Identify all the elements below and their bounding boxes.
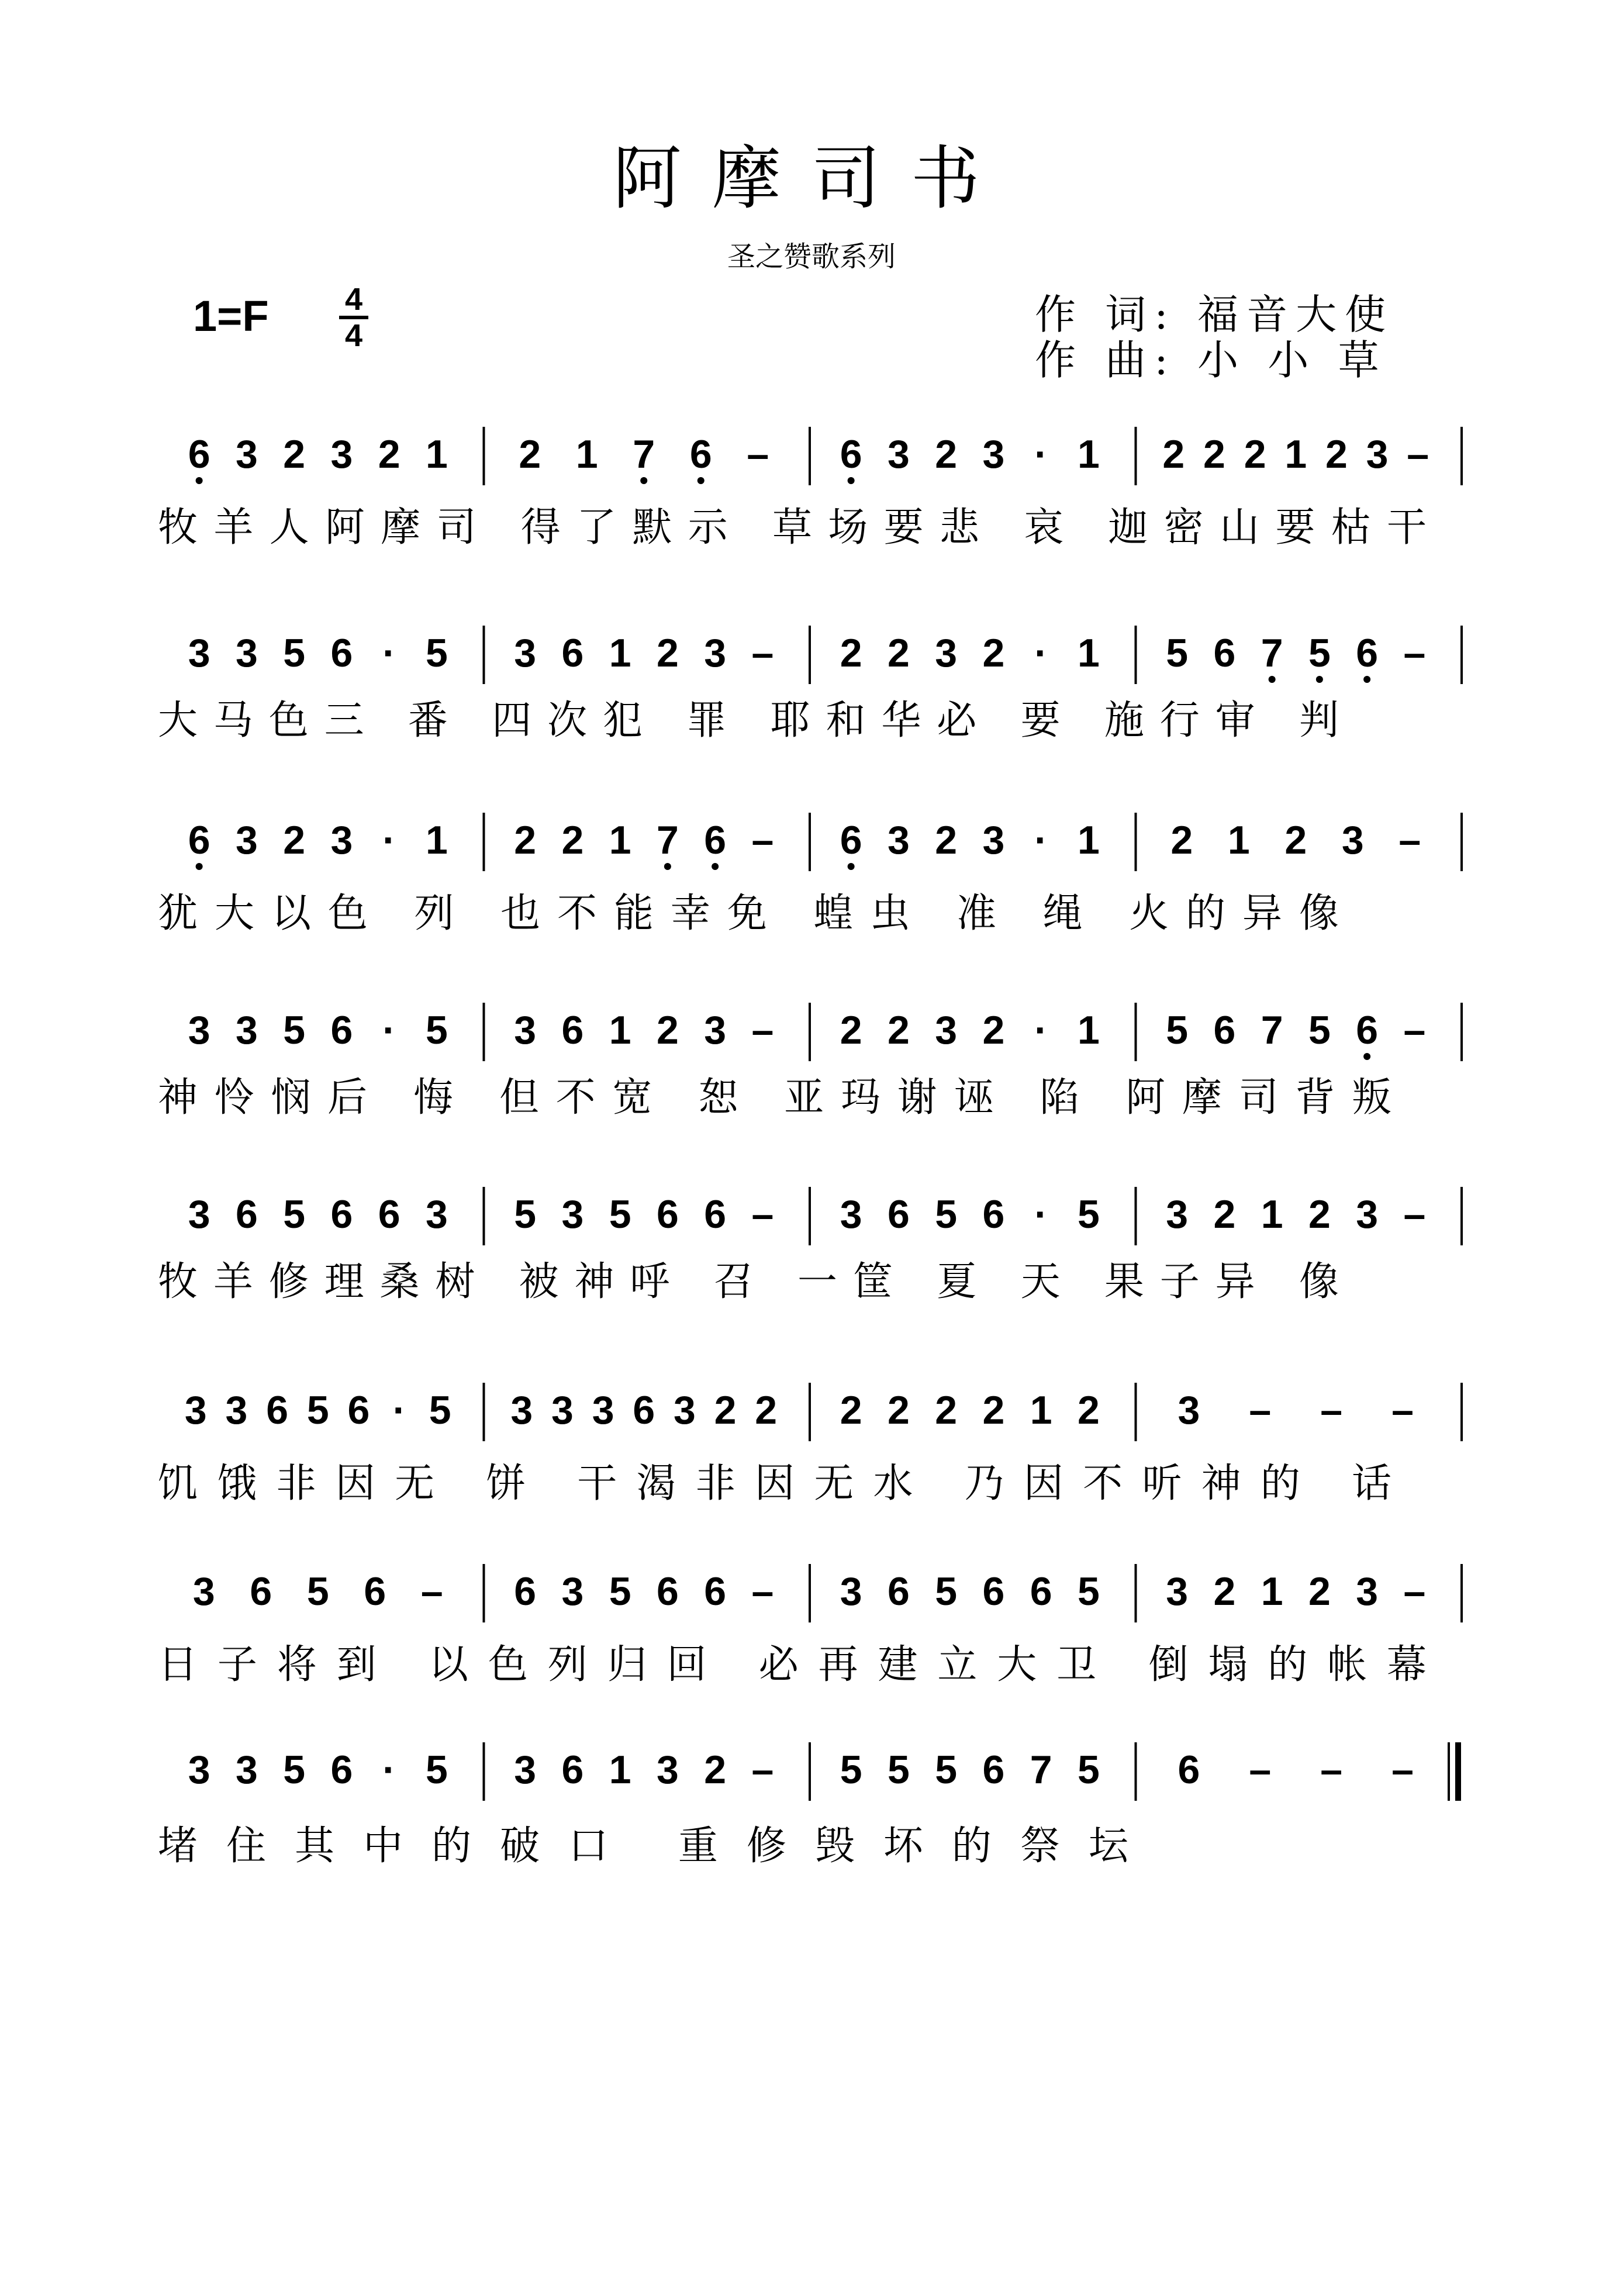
note-glyph: 3: [561, 1569, 584, 1614]
note-glyph: 3: [425, 1192, 448, 1237]
note-glyph: 7: [656, 818, 679, 862]
note-glyph: 6: [188, 432, 210, 477]
note-glyph: 3: [184, 1388, 207, 1432]
note-glyph: 6: [982, 1569, 1005, 1614]
note-glyph: 2: [982, 631, 1005, 675]
note-glyph: –: [751, 1008, 774, 1052]
note-glyph: 3: [1166, 1192, 1189, 1237]
note-glyph: –: [1320, 1748, 1343, 1792]
note-glyph: 5: [1166, 1008, 1189, 1052]
note-glyph: 3: [514, 631, 537, 675]
note-glyph: –: [1391, 1748, 1414, 1792]
note-glyph: 1: [1077, 818, 1100, 862]
note-glyph: 2: [887, 1008, 910, 1052]
note-glyph: 5: [609, 1569, 631, 1614]
note-glyph: 3: [235, 432, 258, 477]
note-glyph: 6: [514, 1569, 537, 1614]
lyric-line: 饥饿非因无 饼 干渴非因无水 乃因不听神的 话: [158, 1461, 1391, 1507]
note-glyph: 3: [704, 1008, 727, 1052]
note-glyph: ·: [382, 1008, 396, 1052]
note-glyph: 5: [425, 1748, 448, 1792]
note-glyph: –: [747, 432, 769, 477]
low-octave-dot: [697, 477, 705, 484]
note-glyph: –: [1249, 1388, 1272, 1432]
note-glyph: 5: [1077, 1569, 1100, 1614]
note-glyph: 6: [1356, 1008, 1379, 1052]
note-glyph: –: [1403, 1569, 1426, 1614]
note-glyph: 3: [1177, 1388, 1200, 1432]
note-glyph: 6: [1213, 631, 1236, 675]
note-glyph: 2: [514, 818, 537, 862]
note-glyph: –: [1320, 1388, 1343, 1432]
note-glyph: ·: [1034, 432, 1048, 477]
note-glyph: 1: [609, 1748, 631, 1792]
note-glyph: 2: [935, 1388, 958, 1432]
note-glyph: 6: [235, 1192, 258, 1237]
note-glyph: 2: [755, 1388, 778, 1432]
note-glyph: 6: [633, 1388, 655, 1432]
note-glyph: 6: [887, 1569, 910, 1614]
note-glyph: 3: [673, 1388, 696, 1432]
note-glyph: 7: [1030, 1748, 1052, 1792]
low-octave-dot: [1269, 676, 1276, 683]
note-glyph: 6: [704, 1569, 727, 1614]
note-glyph: 2: [704, 1748, 727, 1792]
note-glyph: 3: [514, 1008, 537, 1052]
note-glyph: 3: [235, 1008, 258, 1052]
note-glyph: 2: [1284, 818, 1307, 862]
note-glyph: 6: [561, 1748, 584, 1792]
low-octave-dot: [1363, 676, 1370, 683]
note-glyph: 2: [887, 1388, 910, 1432]
lyric-line: 牧羊人阿摩司 得了默示 草场要悲 哀 迦密山要枯干: [158, 505, 1427, 551]
note-glyph: 2: [982, 1388, 1005, 1432]
note-glyph: 5: [609, 1192, 631, 1237]
note-glyph: 1: [609, 818, 631, 862]
note-glyph: 3: [330, 432, 353, 477]
note-glyph: 6: [656, 1569, 679, 1614]
note-glyph: 3: [887, 432, 910, 477]
note-glyph: ·: [1034, 818, 1048, 862]
note-glyph: 5: [283, 1748, 306, 1792]
note-glyph: 3: [188, 1192, 210, 1237]
note-glyph: 6: [561, 631, 584, 675]
note-glyph: ·: [392, 1388, 406, 1432]
note-glyph: 2: [283, 432, 306, 477]
note-glyph: 5: [887, 1748, 910, 1792]
composer-credit: 作 曲: 小 小 草: [1035, 336, 1387, 384]
low-octave-dot: [848, 863, 855, 870]
note-glyph: 3: [1166, 1569, 1189, 1614]
note-glyph: –: [420, 1569, 443, 1614]
note-glyph: 2: [840, 1008, 862, 1052]
note-glyph: –: [1403, 1192, 1426, 1237]
note-glyph: 2: [1325, 432, 1348, 477]
note-glyph: 6: [656, 1192, 679, 1237]
note-glyph: 6: [1213, 1008, 1236, 1052]
note-glyph: 3: [1366, 432, 1389, 477]
note-glyph: ·: [382, 1748, 396, 1792]
note-glyph: 6: [704, 818, 727, 862]
note-glyph: 1: [425, 432, 448, 477]
note-glyph: 1: [425, 818, 448, 862]
note-glyph: 6: [1356, 631, 1379, 675]
note-glyph: 6: [704, 1192, 727, 1237]
series-subtitle: 圣之赞歌系列: [727, 240, 896, 273]
low-octave-dot: [196, 477, 203, 484]
note-glyph: 3: [704, 631, 727, 675]
note-glyph: 3: [188, 1748, 210, 1792]
note-glyph: 2: [840, 1388, 862, 1432]
note-glyph: 7: [1261, 631, 1283, 675]
lyric-line: 神怜悯后 悔 但不宽 恕 亚玛谢诬 陷 阿摩司背叛: [158, 1075, 1391, 1121]
note-glyph: 3: [188, 631, 210, 675]
note-glyph: 1: [1077, 432, 1100, 477]
note-glyph: 5: [306, 1388, 329, 1432]
note-glyph: 2: [1170, 818, 1193, 862]
note-glyph: 1: [609, 631, 631, 675]
note-glyph: 3: [235, 818, 258, 862]
note-glyph: 7: [633, 432, 655, 477]
note-glyph: 2: [1213, 1192, 1236, 1237]
note-glyph: 6: [561, 1008, 584, 1052]
note-glyph: 1: [1077, 631, 1100, 675]
note-glyph: 6: [330, 631, 353, 675]
note-glyph: ·: [1034, 1192, 1048, 1237]
note-glyph: 2: [283, 818, 306, 862]
note-glyph: 5: [514, 1192, 537, 1237]
note-glyph: 3: [225, 1388, 248, 1432]
lyric-line: 大马色三 番 四次犯 罪 耶和华必 要 施行审 判: [158, 698, 1339, 744]
note-glyph: 6: [188, 818, 210, 862]
lyric-line: 堵住其中的破口 重修毁坏的祭坛: [158, 1823, 1128, 1869]
note-glyph: 6: [1177, 1748, 1200, 1792]
note-glyph: 2: [561, 818, 584, 862]
note-glyph: 5: [1308, 631, 1331, 675]
note-glyph: 6: [378, 1192, 400, 1237]
note-glyph: 2: [840, 631, 862, 675]
note-glyph: 3: [840, 1192, 862, 1237]
lyric-line: 日子将到 以色列归回 必再建立大卫 倒塌的帐幕: [158, 1642, 1427, 1688]
note-glyph: 7: [1261, 1008, 1283, 1052]
note-glyph: 2: [935, 432, 958, 477]
time-signature-bottom: 4: [344, 318, 363, 353]
note-glyph: 6: [840, 432, 862, 477]
note-glyph: ·: [382, 818, 396, 862]
note-glyph: 5: [429, 1388, 451, 1432]
note-glyph: 6: [364, 1569, 386, 1614]
note-glyph: –: [1391, 1388, 1414, 1432]
note-glyph: 2: [982, 1008, 1005, 1052]
note-glyph: 6: [982, 1192, 1005, 1237]
note-glyph: 5: [306, 1569, 329, 1614]
note-glyph: 2: [656, 1008, 679, 1052]
note-glyph: 3: [887, 818, 910, 862]
note-glyph: 2: [887, 631, 910, 675]
note-glyph: 5: [840, 1748, 862, 1792]
song-title: 阿摩司书: [612, 138, 1010, 219]
note-glyph: –: [751, 631, 774, 675]
note-glyph: –: [1249, 1748, 1272, 1792]
note-glyph: 1: [1227, 818, 1250, 862]
note-glyph: 3: [982, 432, 1005, 477]
lyric-line: 牧羊修理桑树 被神呼 召 一筐 夏 天 果子异 像: [158, 1259, 1339, 1305]
note-glyph: 2: [1308, 1192, 1331, 1237]
note-glyph: 1: [1261, 1192, 1283, 1237]
note-glyph: 6: [266, 1388, 289, 1432]
note-glyph: 2: [1213, 1569, 1236, 1614]
low-octave-dot: [848, 477, 855, 484]
note-glyph: 5: [935, 1748, 958, 1792]
note-glyph: 2: [1308, 1569, 1331, 1614]
time-signature-top: 4: [344, 282, 363, 317]
note-glyph: –: [1403, 631, 1426, 675]
note-glyph: 6: [330, 1008, 353, 1052]
note-glyph: 2: [714, 1388, 737, 1432]
low-octave-dot: [196, 863, 203, 870]
note-glyph: –: [751, 1748, 774, 1792]
note-glyph: 6: [887, 1192, 910, 1237]
low-octave-dot: [712, 863, 719, 870]
note-glyph: 1: [1077, 1008, 1100, 1052]
note-glyph: –: [1403, 1008, 1426, 1052]
note-glyph: 3: [656, 1748, 679, 1792]
note-glyph: 3: [551, 1388, 574, 1432]
key-signature: 1=F: [193, 292, 269, 340]
note-glyph: 5: [935, 1569, 958, 1614]
note-glyph: 6: [1030, 1569, 1052, 1614]
note-glyph: 6: [250, 1569, 272, 1614]
note-glyph: 3: [192, 1569, 215, 1614]
note-glyph: 2: [1077, 1388, 1100, 1432]
note-glyph: 5: [1308, 1008, 1331, 1052]
low-octave-dot: [1363, 1053, 1370, 1060]
note-glyph: 1: [1284, 432, 1307, 477]
note-glyph: 3: [840, 1569, 862, 1614]
note-glyph: 3: [330, 818, 353, 862]
note-glyph: 6: [689, 432, 712, 477]
note-glyph: 3: [1341, 818, 1364, 862]
note-glyph: 3: [935, 1008, 958, 1052]
note-glyph: –: [751, 1192, 774, 1237]
note-glyph: 3: [514, 1748, 537, 1792]
note-glyph: 1: [575, 432, 598, 477]
note-glyph: 5: [283, 1008, 306, 1052]
note-glyph: 3: [235, 631, 258, 675]
note-glyph: 2: [656, 631, 679, 675]
note-glyph: 3: [510, 1388, 533, 1432]
note-glyph: 5: [935, 1192, 958, 1237]
note-glyph: 3: [1356, 1192, 1379, 1237]
note-glyph: 1: [609, 1008, 631, 1052]
note-glyph: 2: [1162, 432, 1185, 477]
low-octave-dot: [1316, 676, 1323, 683]
note-glyph: 2: [1203, 432, 1225, 477]
note-glyph: 3: [561, 1192, 584, 1237]
note-glyph: 2: [935, 818, 958, 862]
note-glyph: 1: [1030, 1388, 1052, 1432]
note-glyph: ·: [1034, 631, 1048, 675]
note-glyph: 5: [1166, 631, 1189, 675]
note-glyph: 5: [283, 631, 306, 675]
note-glyph: 3: [188, 1008, 210, 1052]
note-glyph: –: [751, 1569, 774, 1614]
note-glyph: ·: [1034, 1008, 1048, 1052]
lyric-line: 犹大以色 列 也不能幸免 蝗虫 准 绳 火的异像: [158, 890, 1339, 937]
lyricist-credit: 作 词: 福音大使: [1035, 291, 1394, 339]
note-glyph: –: [1407, 432, 1429, 477]
note-glyph: 1: [1261, 1569, 1283, 1614]
note-glyph: 6: [330, 1192, 353, 1237]
note-glyph: 6: [982, 1748, 1005, 1792]
note-glyph: 3: [592, 1388, 614, 1432]
note-glyph: –: [751, 818, 774, 862]
note-glyph: ·: [382, 631, 396, 675]
note-glyph: 5: [425, 631, 448, 675]
note-glyph: 3: [935, 631, 958, 675]
low-octave-dot: [640, 477, 647, 484]
note-glyph: 3: [1356, 1569, 1379, 1614]
note-glyph: 6: [347, 1388, 370, 1432]
low-octave-dot: [664, 863, 671, 870]
note-glyph: 5: [1077, 1748, 1100, 1792]
note-glyph: 5: [283, 1192, 306, 1237]
note-glyph: 5: [425, 1008, 448, 1052]
note-glyph: 3: [982, 818, 1005, 862]
note-glyph: –: [1398, 818, 1421, 862]
note-glyph: 2: [519, 432, 541, 477]
note-glyph: 2: [1244, 432, 1266, 477]
note-glyph: 6: [330, 1748, 353, 1792]
note-glyph: 2: [378, 432, 400, 477]
note-glyph: 5: [1077, 1192, 1100, 1237]
note-glyph: 6: [840, 818, 862, 862]
note-glyph: 3: [235, 1748, 258, 1792]
